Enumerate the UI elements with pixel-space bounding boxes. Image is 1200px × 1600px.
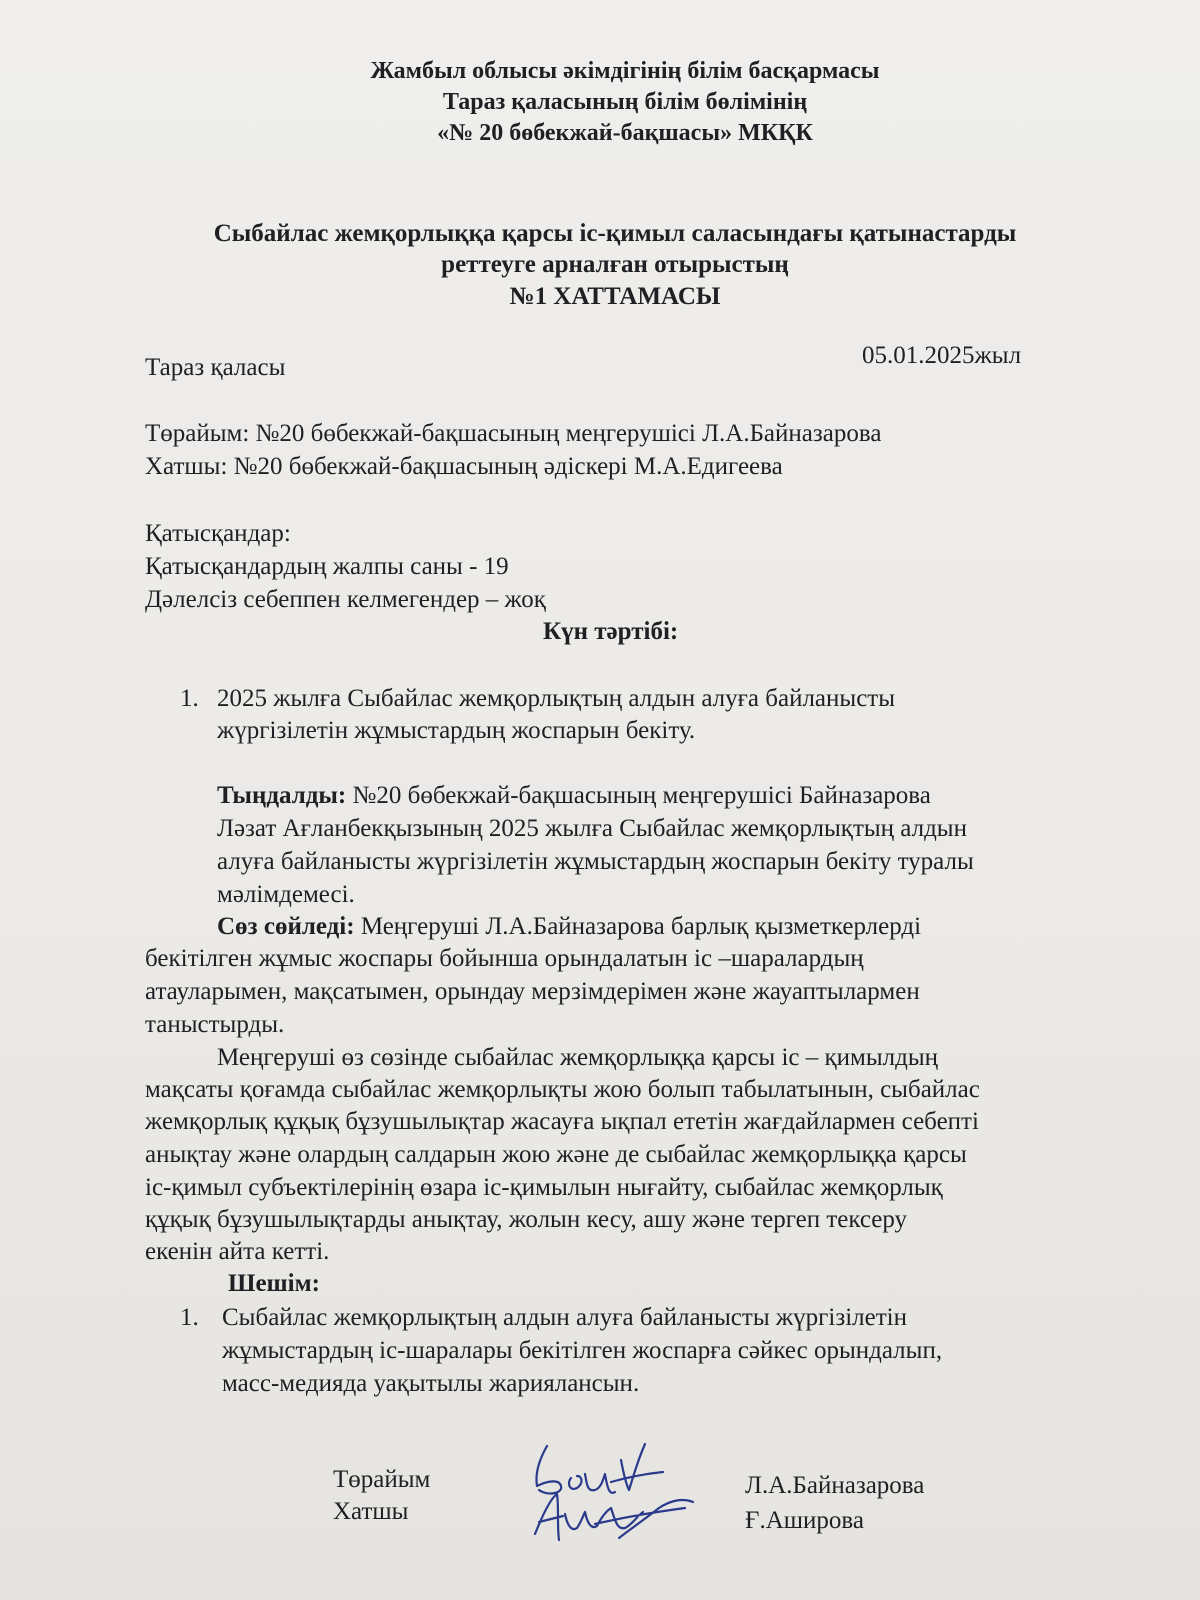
speech-line-6: құқық бұзушылықтарды анықтау, жолын кесу, ашу және тергеп тексеру: [145, 1206, 908, 1233]
speech-line-4: анықтау және олардың салдарын жою және де сыбайлас жемқорлыққа қарсы: [145, 1141, 967, 1168]
chair-line: Төрайым: №20 бөбекжай-бақшасының меңгерушісі Л.А.Байназарова: [145, 420, 882, 447]
protocol-number: №1 ХАТТАМАСЫ: [509, 283, 721, 310]
spoke-line-1: Сөз сөйледі: Меңгеруші Л.А.Байназарова барлық қызметкерлерді: [217, 913, 922, 940]
speech-line-2: мақсаты қоғамда сыбайлас жемқорлықты жою болып табылатынын, сыбайлас: [145, 1076, 980, 1103]
chair-name: Л.А.Байназарова: [745, 1472, 925, 1499]
listened-line-4: мәлімдемесі.: [217, 881, 355, 908]
secretary-role-label: Хатшы: [333, 1498, 409, 1525]
secretary-line: Хатшы: №20 бөбекжай-бақшасының әдіскері М.А.Едигеева: [145, 453, 783, 480]
spoke-line-4: таныстырды.: [145, 1011, 285, 1038]
speech-line-3: жемқорлық құқық бұзушылықтар жасауға ықпал ететін жағдайлармен себепті: [145, 1108, 979, 1135]
decision-item-line-1: Сыбайлас жемқорлықтың алдын алуға байланысты жүргізілетін: [222, 1304, 907, 1331]
title-line-1: Сыбайлас жемқорлыққа қарсы іс-қимыл саласындағы қатынастарды: [213, 220, 1017, 247]
spoke-line-2: бекітілген жұмыс жоспары бойынша орындалатын іс –шаралардың: [145, 945, 864, 972]
decision-item-number: 1.: [180, 1304, 199, 1331]
speech-line-7: екенін айта кетті.: [145, 1238, 330, 1265]
chair-role-label: Төрайым: [333, 1466, 431, 1493]
attendance-absent: Дәлелсіз себеппен келмегендер – жоқ: [145, 586, 546, 613]
place: Тараз қаласы: [145, 354, 286, 381]
attendance-total: Қатысқандардың жалпы саны - 19: [145, 553, 509, 580]
decision-heading: Шешім:: [228, 1270, 320, 1297]
header-department: Тараз қаласының білім бөлімінің: [442, 89, 808, 115]
speech-line-1: Меңгеруші өз сөзінде сыбайлас жемқорлыққа қарсы іс – қимылдың: [217, 1044, 939, 1071]
header-institution: «№ 20 бөбекжай-бақшасы» МКҚК: [437, 120, 813, 146]
agenda-heading: Күн тәртібі:: [543, 618, 679, 645]
listened-label: Тыңдалды:: [217, 782, 347, 809]
listened-line-1: Тыңдалды: №20 бөбекжай-бақшасының меңгерушісі Байназарова: [217, 782, 931, 809]
secretary-name: Ғ.Аширова: [745, 1507, 864, 1534]
agenda-item-line-1: 2025 жылға Сыбайлас жемқорлықтың алдын алуға байланысты: [217, 685, 896, 712]
agenda-item-number: 1.: [180, 685, 199, 712]
date: 05.01.2025жыл: [862, 342, 1022, 369]
title-line-2: реттеуге арналған отырыстың: [441, 251, 789, 278]
attendance-heading: Қатысқандар:: [145, 520, 291, 547]
decision-item-line-3: масс-медияда уақытылы жариялансын.: [222, 1370, 640, 1397]
speech-line-5: іс-қимыл субъектілерінің өзара іс-қимылын нығайту, сыбайлас жемқорлық: [145, 1174, 943, 1201]
decision-item-line-2: жұмыстардың іс-шаралары бекітілген жоспарға сәйкес орындалып,: [222, 1337, 943, 1364]
listened-line-3: алуға байланысты жүргізілетін жұмыстардың жоспарын бекіту туралы: [217, 848, 974, 875]
spoke-label: Сөз сөйледі:: [217, 913, 355, 940]
listened-line-2: Ләзат Ағланбекқызының 2025 жылға Сыбайлас жемқорлықтың алдын: [217, 815, 967, 842]
spoke-line-3: атауларымен, мақсатымен, орындау мерзімдерімен және жауаптылармен: [145, 978, 920, 1005]
secretary-signature: [525, 1478, 700, 1578]
agenda-item-line-2: жүргізілетін жұмыстардың жоспарын бекіту.: [217, 717, 696, 744]
header-organization: Жамбыл облысы әкімдігінің білім басқармасы: [370, 58, 880, 84]
